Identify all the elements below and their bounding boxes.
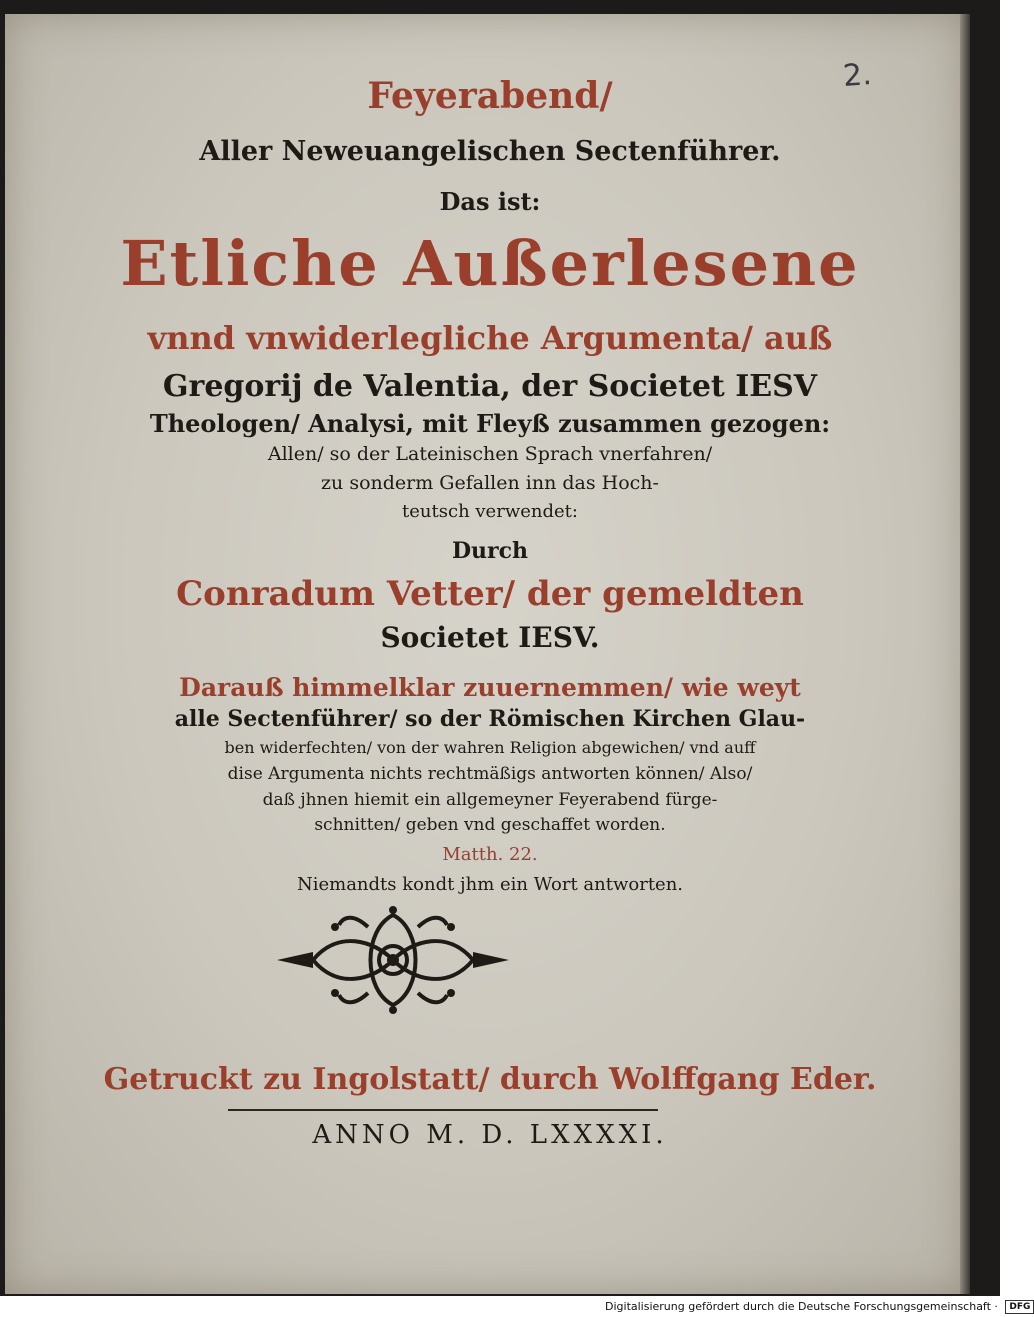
title-line-allen: Allen/ so der Lateinischen Sprach vnerfahren/ bbox=[267, 443, 713, 465]
digitization-credit bbox=[605, 1300, 1031, 1314]
dfg-logo: DFG bbox=[1005, 1300, 1034, 1314]
body-line-4: dise Argumenta nichts rechtmäßigs antworten können/ Also/ bbox=[227, 764, 753, 784]
title-line-theologen: Theologen/ Analysi, mit Fleyß zusammen gezogen: bbox=[149, 409, 831, 438]
title-line-feyerabend: Feyerabend/ bbox=[367, 75, 613, 117]
imprint-year: ANNO M. D. LXXXXI. bbox=[312, 1120, 668, 1150]
body-line-3: ben widerfechten/ von der wahren Religion abgewichen/ vnd auff bbox=[224, 738, 756, 757]
fleuron-ornament-icon bbox=[273, 905, 513, 1015]
title-line-gregorij: Gregorij de Valentia, der Societet IESV bbox=[162, 369, 818, 404]
title-line-durch: Durch bbox=[451, 538, 529, 564]
imprint-rule bbox=[228, 1109, 658, 1111]
body-line-5: daß jhnen hiemit ein allgemeyner Feyerabend fürge- bbox=[262, 790, 718, 810]
credit-text: Digitalisierung gefördert durch die Deutsche Forschungsgemeinschaft · bbox=[605, 1300, 998, 1313]
title-line-argumenta: vnnd vnwiderlegliche Argumenta/ auß bbox=[147, 319, 833, 357]
body-line-2: alle Sectenführer/ so der Römischen Kirchen Glau- bbox=[174, 706, 806, 732]
scripture-reference: Matth. 22. bbox=[442, 844, 538, 865]
body-line-1: Darauß himmelklar zuuernemmen/ wie weyt bbox=[179, 673, 801, 702]
title-line-gefallen: zu sonderm Gefallen inn das Hoch- bbox=[321, 472, 659, 494]
title-line-verwendet: teutsch verwendet: bbox=[402, 501, 578, 522]
page-edge bbox=[960, 14, 970, 1294]
body-line-6: schnitten/ geben vnd geschaffet worden. bbox=[314, 815, 666, 835]
imprint-printer: Getruckt zu Ingolstatt/ durch Wolffgang Eder. bbox=[103, 1062, 877, 1097]
author-line-vetter: Conradum Vetter/ der gemeldten bbox=[176, 574, 804, 614]
main-title-ausserlesene: Etliche Außerlesene bbox=[120, 227, 860, 300]
das-ist-line: Das ist: bbox=[439, 187, 541, 216]
author-line-societet: Societet IESV. bbox=[380, 621, 600, 654]
subtitle-sectenfuehrer: Aller Neweuangelischen Sectenführer. bbox=[199, 136, 781, 167]
folio-number: 2. bbox=[841, 57, 873, 94]
scripture-quote: Niemandts kondt jhm ein Wort antworten. bbox=[296, 874, 684, 895]
